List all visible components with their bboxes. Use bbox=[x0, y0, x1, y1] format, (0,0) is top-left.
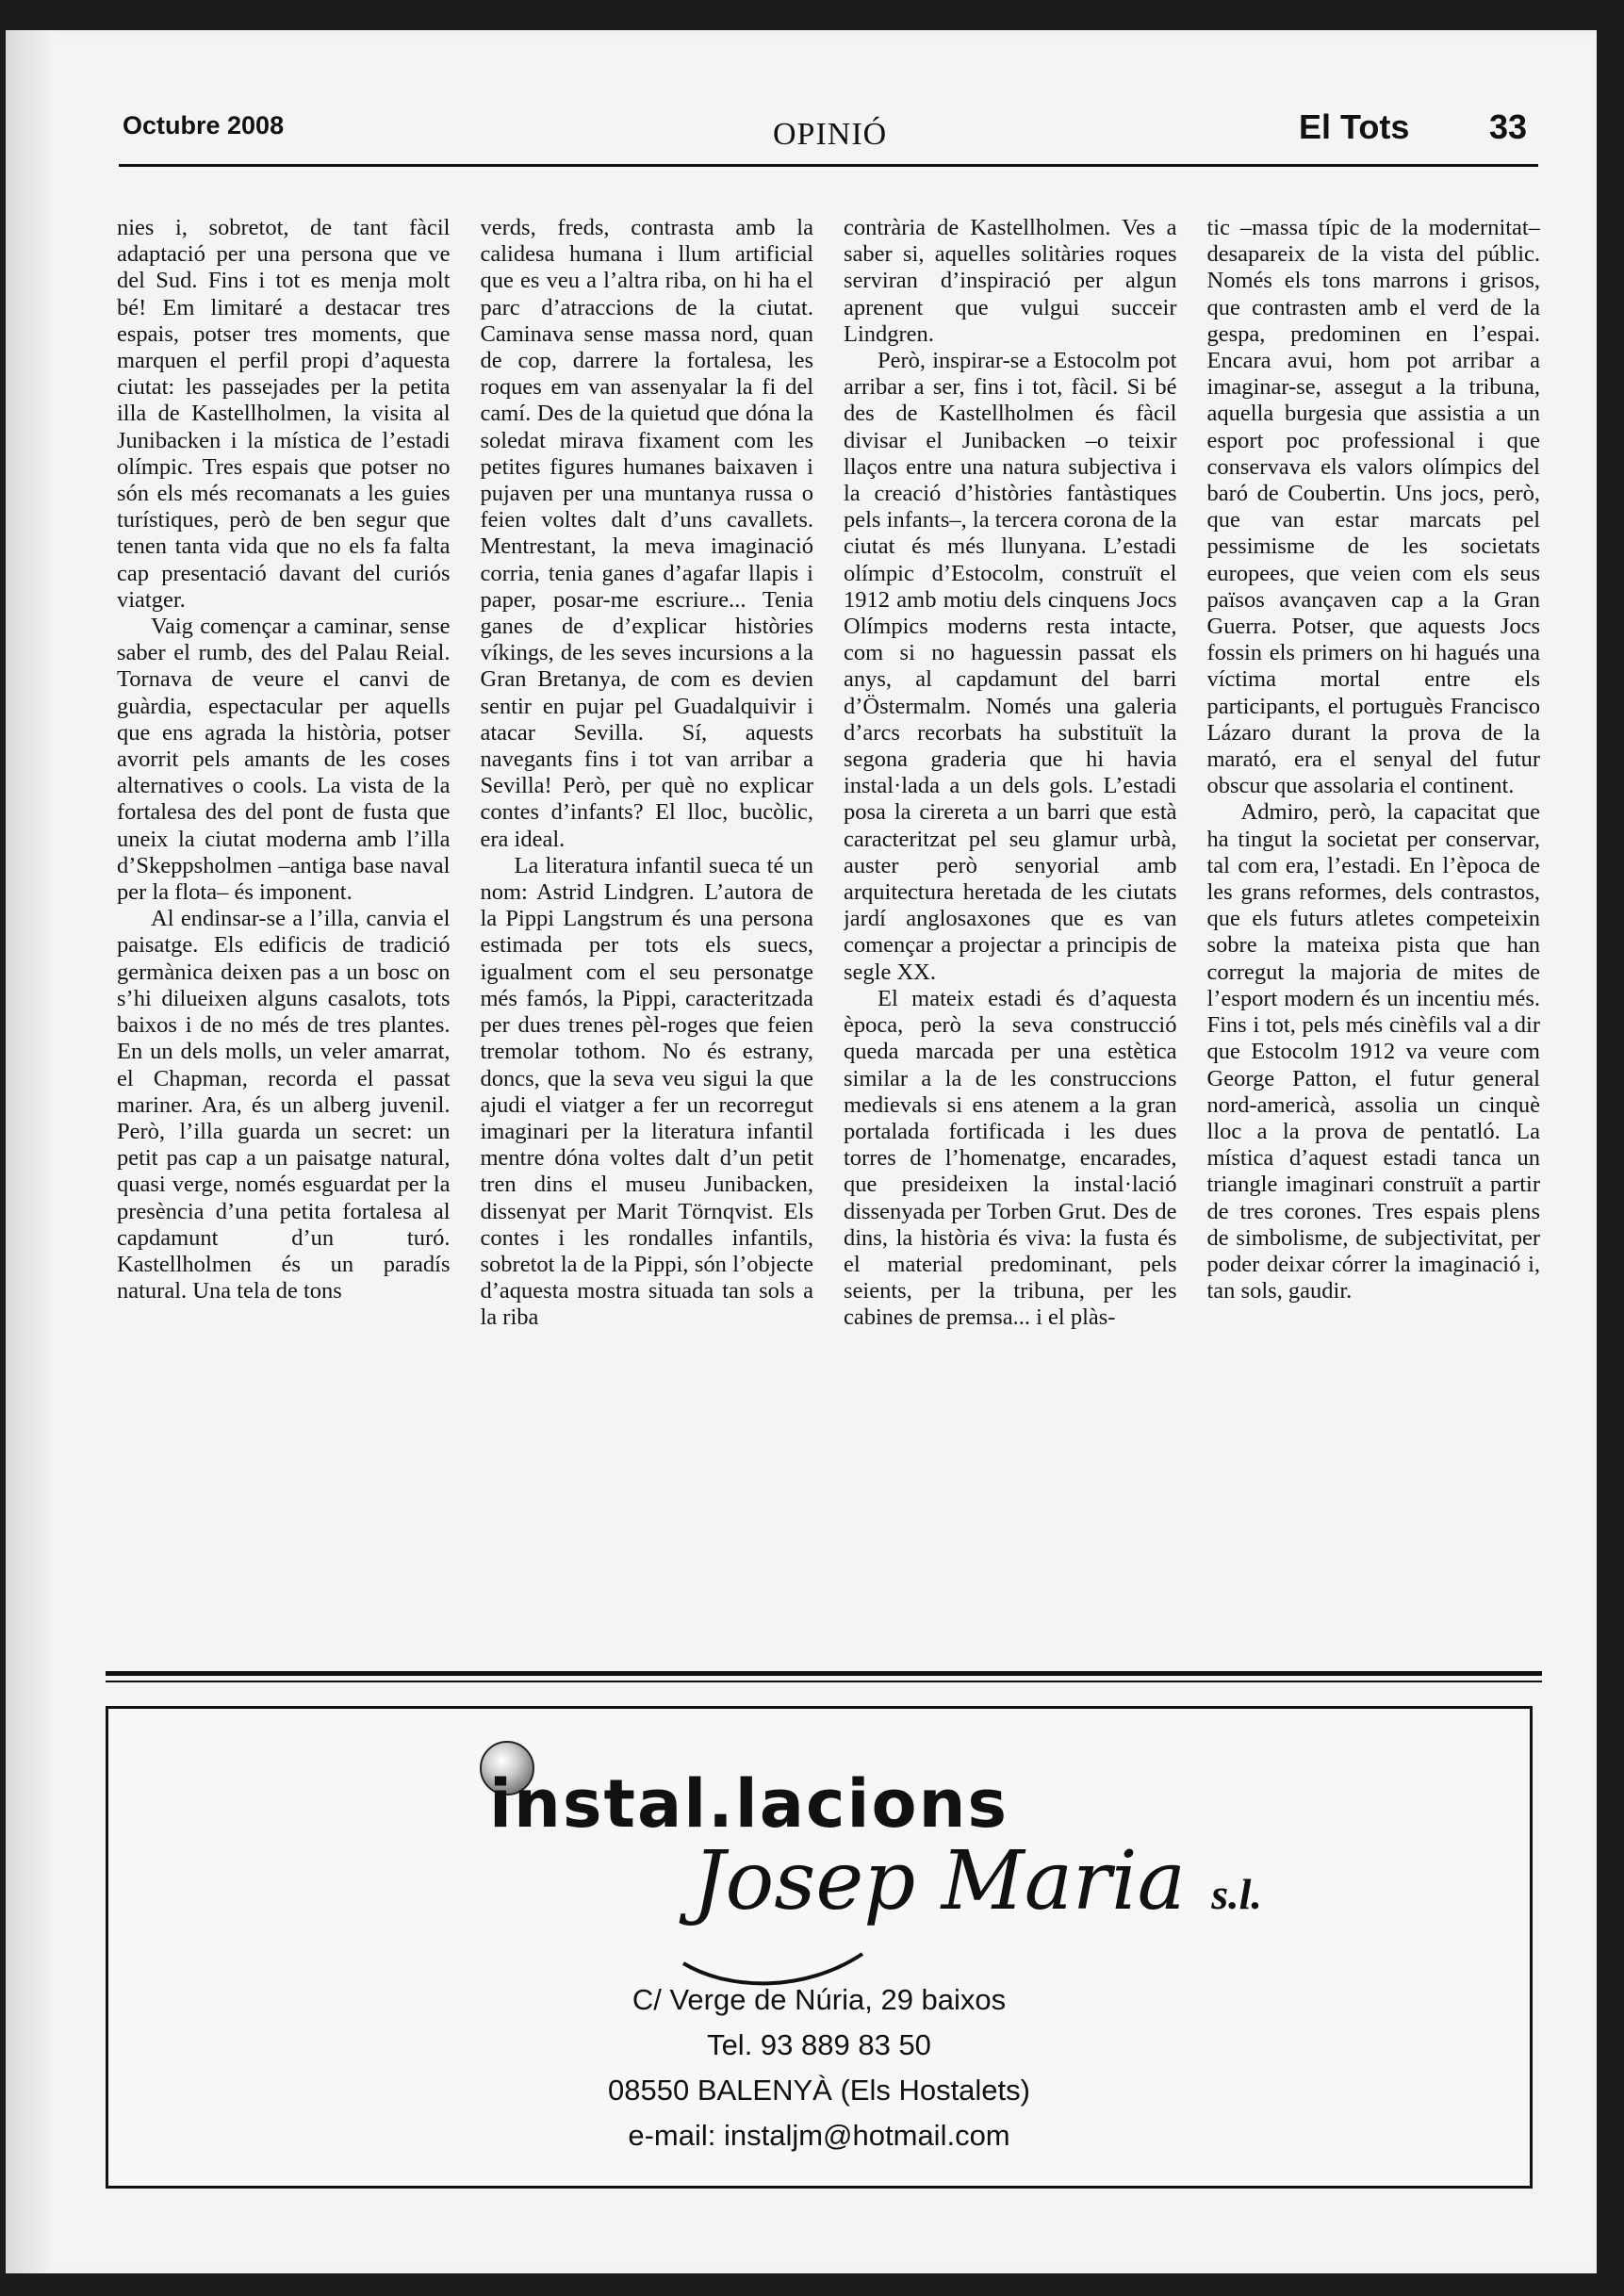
article-paragraph: nies i, sobretot, de tant fàcil adaptació per una persona que ve del Sud. Fins i tot es menja molt bé! Em limitaré a destacar tres espais, potser tres moments, que marquen el perfil propi d’aquesta ciutat: les passejades per la petita illa de Kastellholmen, la visita al Junibacken i la mística de l’estadi olímpic. Tres espais que potser no són els més recomanats a les guies turístiques, però de ben segur que tenen tanta vida que no els fa falta cap presentació davant del curiós viatger. bbox=[117, 215, 451, 613]
advert-logo-suffix: s.l. bbox=[1211, 1870, 1262, 1918]
header-magazine-title: El Tots bbox=[1299, 107, 1410, 146]
article-paragraph: Admiro, però, la capacitat que ha tingut la societat per conservar, tal com era, l’estadi. En l’època de les grans reformes, dels contrastos, que els futurs atletes competeixin sobre la mateixa pista que han corregut la majoria de mites de l’esport modern és un incentiu més. Fins i tot, pels més cinèfils val a dir que Estocolm 1912 va veure com George Patton, el futur general nord-americà, assolia un cinquè lloc a la prova de pentatló. La mística d’aquest estadi tanca un triangle imaginari construït a partir de tres corones. Tres espais plens de simbolisme, de subjectivitat, per poder deixar córrer la imaginació i, tan sols, gaudir. bbox=[1206, 799, 1540, 1304]
page-spine-shadow bbox=[6, 30, 55, 2273]
advert-logo-name: Josep Maria bbox=[693, 1834, 1186, 1928]
advert-city: 08550 BALENYÀ (Els Hostalets) bbox=[608, 2074, 1030, 2107]
header-rule bbox=[119, 164, 1538, 167]
advert-phone: Tel. 93 889 83 50 bbox=[707, 2028, 931, 2061]
article-paragraph: El mateix estadi és d’aquesta època, però la seva construcció queda marcada per una estètica similar a la de les construccions medievals si ens atenem a la gran portalada fortificada i les dues torres de l’homenatge, encarades, que presideixen la instal·lació dissenyada per Torben Grut. Des de dins, la història és viva: la fusta és el material predominant, pels seients, per la tribuna, per les cabines de premsa... i el plàs- bbox=[844, 985, 1177, 1331]
article-column-2 bbox=[481, 215, 814, 1636]
section-divider-thick bbox=[106, 1671, 1542, 1676]
section-divider-thin bbox=[106, 1681, 1542, 1682]
advert-logo-script bbox=[693, 1834, 1262, 1928]
article-paragraph: tic –massa típic de la modernitat– desapareix de la vista del públic. Només els tons marrons i grisos, que contrasten amb el verd de la gespa, predominen en l’espai. Encara avui, hom pot arribar a imaginar-se, assegut a la tribuna, aquella burgesia que assistia a un esport poc professional i que conservava els valors olímpics del baró de Coubertin. Uns jocs, però, que van estar marcats pel pessimisme de les societats europees, que veien com els seus països avançaven cap a la Gran Guerra. Potser, que aquests Jocs fossin els primers on hi hagués una víctima mortal entre els participants, el portuguès Francisco Lázaro durant la prova de la marató, era el senyal del futur obscur que assolaria el continent. bbox=[1206, 215, 1540, 799]
header-section: OPINIÓ bbox=[773, 117, 888, 152]
article-paragraph: Vaig començar a caminar, sense saber el rumb, des del Palau Reial. Tornava de veure el canvi de guàrdia, espectacular per aquells que ens agrada la història, potser avorrit pels amants de les coses alternatives o cools. La vista de la fortalesa des del pont de fusta que uneix la ciutat moderna amb l’illa d’Skeppsholmen –antiga base naval per la flota– és imponent. bbox=[117, 614, 451, 906]
advert-contact bbox=[108, 1977, 1530, 2158]
article-column-3 bbox=[844, 215, 1177, 1636]
advertisement bbox=[106, 1706, 1533, 2189]
advert-address: C/ Verge de Núria, 29 baixos bbox=[632, 1983, 1007, 2016]
advert-email[interactable]: e-mail: instaljm@hotmail.com bbox=[628, 2119, 1010, 2152]
header-date: Octubre 2008 bbox=[123, 111, 285, 139]
advert-logo-word: instal.lacions bbox=[489, 1765, 1009, 1843]
article-column-4 bbox=[1207, 215, 1541, 1636]
article-body bbox=[117, 215, 1540, 1636]
article-paragraph: contrària de Kastellholmen. Ves a saber si, aquelles solitàries roques serviran d’inspiració per algun aprenent que vulgui succeir Lindgren. bbox=[844, 215, 1177, 347]
article-paragraph: La literatura infantil sueca té un nom: Astrid Lindgren. L’autora de la Pippi Langstrum és una persona estimada per tots els suecs, igualment com el seu personatge més famós, la Pippi, caracteritzada per dues trenes pèl-roges que feien tremolar tothom. No és estrany, doncs, que la seva veu sigui la que ajudi el viatger a fer un recorregut imaginari per la literatura infantil mentre dóna voltes dalt d’un petit tren dins el museu Junibacken, dissenyat per Marit Törnqvist. Els contes i les rondalles infantils, sobretot la de la Pippi, són l’objecte d’aquesta mostra situada tan sols a la riba bbox=[480, 852, 813, 1331]
article-paragraph: Però, inspirar-se a Estocolm pot arribar a ser, fins i tot, fàcil. Si bé des de Kastellholmen és fàcil divisar el Junibacken –o teixir llaços entre una natura subjectiva i la creació d’històries fantàstiques pels infants–, la tercera corona de la ciutat és més llunyana. L’estadi olímpic d’Estocolm, construït el 1912 amb motiu dels cinquens Jocs Olímpics moderns resta intacte, com si no haguessin passat els anys, al capdamunt del barri d’Östermalm. Només una galeria d’arcs recorbats ha substituït la segona graderia que hi havia instal·lada a un dels gols. L’estadi posa la cirereta a un barri que està caracteritzat pel seu glamur urbà, auster però senyorial amb arquitectura heretada de les ciutats jardí anglosaxones que es van començar a projectar a principis de segle XX. bbox=[844, 348, 1177, 985]
article-column-1 bbox=[117, 215, 451, 1636]
article-paragraph: verds, freds, contrasta amb la calidesa humana i llum artificial que es veu a l’altra riba, on hi ha el parc d’atraccions de la ciutat. Caminava sense massa nord, quan de cop, darrere la fortalesa, les roques em van assenyalar la fi del camí. Des de la quietud que dóna la soledat mirava fixament com les petites figures humanes baixaven i pujaven per una muntanya russa o feien voltes dalt d’uns cavallets. Mentrestant, la meva imaginació corria, tenia ganes d’agafar llapis i paper, posar-me escriure... Tenia ganes de d’explicar històries víkings, de les seves incursions a la Gran Bretanya, de com es devien sentir en pujar pel Guadalquivir i atacar Sevilla. Sí, aquests navegants fins i tot van arribar a Sevilla! Però, per què no explicar contes d’infants? El lloc, bucòlic, era ideal. bbox=[480, 215, 813, 852]
header-page-number: 33 bbox=[1489, 107, 1528, 146]
article-paragraph: Al endinsar-se a l’illa, canvia el paisatge. Els edificis de tradició germànica deixen pas a un bosc on s’hi dilueixen alguns casalots, tots baixos i de no més de tres plantes. En un dels molls, un veler amarrat, el Chapman, recorda el passat mariner. Ara, és un alberg juvenil. Però, l’illa guarda un secret: un petit pas cap a un paisatge natural, quasi verge, només esguardat per la presència d’una petita fortalesa al capdamunt d’un turó. Kastellholmen és un paradís natural. Una tela de tons bbox=[117, 906, 451, 1304]
